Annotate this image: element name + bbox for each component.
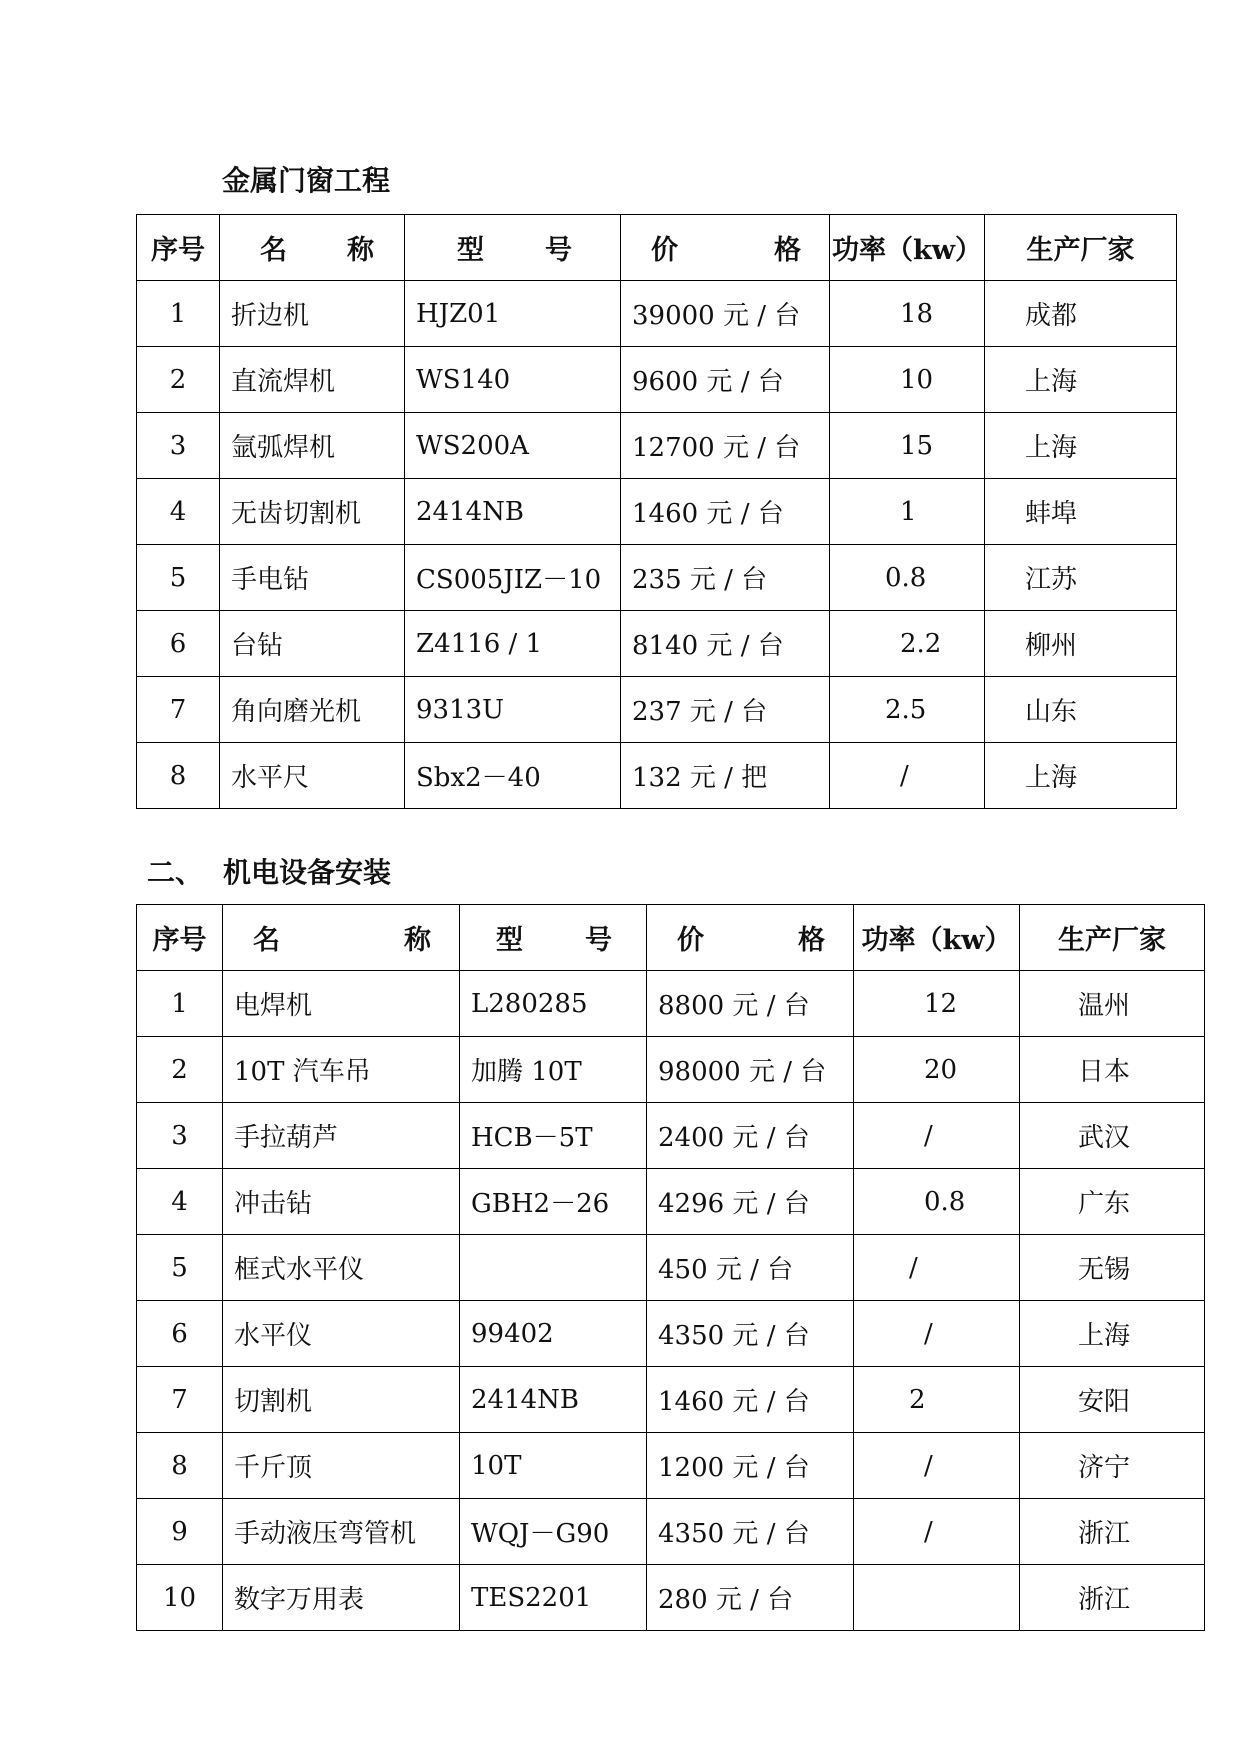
header-model — [460, 905, 647, 971]
cell-power: 1 — [830, 479, 985, 545]
header-power: 功率（kw） — [854, 905, 1020, 971]
cell-seq: 10 — [137, 1565, 223, 1631]
cell-price: 4350 元 / 台 — [647, 1301, 854, 1367]
cell-maker: 日本 — [1020, 1037, 1205, 1103]
cell-maker: 浙江 — [1020, 1565, 1205, 1631]
cell-name: 框式水平仪 — [223, 1235, 460, 1301]
cell-power: 15 — [830, 413, 985, 479]
cell-power: 0.8 — [830, 545, 985, 611]
cell-power — [854, 1565, 1020, 1631]
table-row — [137, 1367, 1205, 1433]
header-name-char-1: 名 — [260, 235, 287, 266]
table-row — [137, 1499, 1205, 1565]
header-model-char-1: 型 — [496, 925, 523, 956]
cell-name: 氩弧焊机 — [220, 413, 405, 479]
cell-model: GBH2－26 — [460, 1169, 647, 1235]
cell-price: 8800 元 / 台 — [647, 971, 854, 1037]
cell-model: WS200A — [405, 413, 621, 479]
cell-model: L280285 — [460, 971, 647, 1037]
cell-model: 加腾 10T — [460, 1037, 647, 1103]
cell-model: Z4116 / 1 — [405, 611, 621, 677]
header-price — [621, 215, 830, 281]
cell-seq: 2 — [137, 347, 220, 413]
table-row — [137, 1103, 1205, 1169]
cell-name: 数字万用表 — [223, 1565, 460, 1631]
header-name — [220, 215, 405, 281]
cell-power: / — [854, 1235, 1020, 1301]
cell-seq: 7 — [137, 1367, 223, 1433]
cell-name: 冲击钻 — [223, 1169, 460, 1235]
cell-power: 20 — [854, 1037, 1020, 1103]
header-model — [405, 215, 621, 281]
cell-seq: 2 — [137, 1037, 223, 1103]
cell-model: HJZ01 — [405, 281, 621, 347]
table-row — [137, 971, 1205, 1037]
cell-model: CS005JIZ－10 — [405, 545, 621, 611]
cell-price: 1460 元 / 台 — [647, 1367, 854, 1433]
cell-name: 角向磨光机 — [220, 677, 405, 743]
cell-price: 237 元 / 台 — [621, 677, 830, 743]
cell-name: 折边机 — [220, 281, 405, 347]
cell-maker: 温州 — [1020, 971, 1205, 1037]
cell-name: 水平尺 — [220, 743, 405, 809]
cell-name: 水平仪 — [223, 1301, 460, 1367]
cell-name: 10T 汽车吊 — [223, 1037, 460, 1103]
table-row — [137, 743, 1177, 809]
table-row — [137, 281, 1177, 347]
table-row — [137, 1301, 1205, 1367]
cell-power: 2.2 — [830, 611, 985, 677]
cell-power: / — [854, 1301, 1020, 1367]
header-maker: 生产厂家 — [1020, 905, 1205, 971]
table-row — [137, 1565, 1205, 1631]
cell-seq: 8 — [137, 743, 220, 809]
cell-model: Sbx2－40 — [405, 743, 621, 809]
cell-seq: 4 — [137, 479, 220, 545]
cell-maker: 成都 — [985, 281, 1177, 347]
cell-power: 2.5 — [830, 677, 985, 743]
cell-price: 1200 元 / 台 — [647, 1433, 854, 1499]
header-name-char-2: 称 — [404, 925, 431, 956]
cell-maker: 山东 — [985, 677, 1177, 743]
cell-seq: 4 — [137, 1169, 223, 1235]
cell-model: 10T — [460, 1433, 647, 1499]
cell-name: 千斤顶 — [223, 1433, 460, 1499]
section-2-number: 二、 — [147, 856, 204, 889]
cell-model: 2414NB — [405, 479, 621, 545]
cell-price: 39000 元 / 台 — [621, 281, 830, 347]
cell-name: 台钻 — [220, 611, 405, 677]
cell-power: / — [854, 1103, 1020, 1169]
cell-seq: 9 — [137, 1499, 223, 1565]
header-name-char-2: 称 — [347, 235, 374, 266]
metal-doors-windows-equipment-table — [136, 214, 1177, 809]
cell-price: 98000 元 / 台 — [647, 1037, 854, 1103]
header-price — [647, 905, 854, 971]
cell-maker: 上海 — [985, 743, 1177, 809]
cell-seq: 5 — [137, 1235, 223, 1301]
cell-maker: 江苏 — [985, 545, 1177, 611]
header-price-char-1: 价 — [677, 925, 704, 956]
cell-maker: 浙江 — [1020, 1499, 1205, 1565]
section-2-title — [147, 856, 392, 889]
table-header-row — [137, 215, 1177, 281]
cell-seq: 5 — [137, 545, 220, 611]
cell-power: 0.8 — [854, 1169, 1020, 1235]
cell-name: 手电钻 — [220, 545, 405, 611]
header-seq: 序号 — [137, 905, 223, 971]
cell-model: 9313U — [405, 677, 621, 743]
header-power: 功率（kw） — [830, 215, 985, 281]
header-name-char-1: 名 — [253, 925, 280, 956]
cell-seq: 7 — [137, 677, 220, 743]
cell-power: 2 — [854, 1367, 1020, 1433]
header-model-char-1: 型 — [457, 235, 484, 266]
cell-model: HCB－5T — [460, 1103, 647, 1169]
cell-power: 12 — [854, 971, 1020, 1037]
cell-power: 10 — [830, 347, 985, 413]
table-row — [137, 611, 1177, 677]
cell-price: 4296 元 / 台 — [647, 1169, 854, 1235]
cell-seq: 3 — [137, 413, 220, 479]
cell-seq: 6 — [137, 611, 220, 677]
cell-maker: 上海 — [985, 347, 1177, 413]
cell-name: 直流焊机 — [220, 347, 405, 413]
header-model-char-2: 号 — [545, 235, 572, 266]
cell-maker: 无锡 — [1020, 1235, 1205, 1301]
cell-price: 235 元 / 台 — [621, 545, 830, 611]
electromechanical-equipment-table — [136, 904, 1205, 1631]
header-price-char-2: 格 — [774, 235, 801, 266]
table-row — [137, 545, 1177, 611]
cell-price: 132 元 / 把 — [621, 743, 830, 809]
cell-seq: 6 — [137, 1301, 223, 1367]
cell-model: WS140 — [405, 347, 621, 413]
cell-name: 无齿切割机 — [220, 479, 405, 545]
cell-price: 1460 元 / 台 — [621, 479, 830, 545]
table-row — [137, 347, 1177, 413]
cell-model: WQJ－G90 — [460, 1499, 647, 1565]
cell-price: 280 元 / 台 — [647, 1565, 854, 1631]
table-row — [137, 1037, 1205, 1103]
cell-seq: 8 — [137, 1433, 223, 1499]
cell-maker: 上海 — [1020, 1301, 1205, 1367]
cell-power: / — [854, 1433, 1020, 1499]
cell-price: 9600 元 / 台 — [621, 347, 830, 413]
cell-name: 电焊机 — [223, 971, 460, 1037]
cell-maker: 上海 — [985, 413, 1177, 479]
cell-price: 450 元 / 台 — [647, 1235, 854, 1301]
cell-power: 18 — [830, 281, 985, 347]
cell-maker: 武汉 — [1020, 1103, 1205, 1169]
cell-price: 12700 元 / 台 — [621, 413, 830, 479]
cell-name: 切割机 — [223, 1367, 460, 1433]
cell-model: TES2201 — [460, 1565, 647, 1631]
cell-model: 2414NB — [460, 1367, 647, 1433]
table-row — [137, 677, 1177, 743]
header-price-char-2: 格 — [798, 925, 825, 956]
section-1-title: 金属门窗工程 — [222, 164, 391, 197]
cell-name: 手拉葫芦 — [223, 1103, 460, 1169]
table-row — [137, 479, 1177, 545]
cell-power: / — [830, 743, 985, 809]
cell-price: 2400 元 / 台 — [647, 1103, 854, 1169]
header-price-char-1: 价 — [651, 235, 678, 266]
cell-maker: 柳州 — [985, 611, 1177, 677]
cell-price: 4350 元 / 台 — [647, 1499, 854, 1565]
cell-seq: 3 — [137, 1103, 223, 1169]
header-seq: 序号 — [137, 215, 220, 281]
cell-model: 99402 — [460, 1301, 647, 1367]
table-row — [137, 1235, 1205, 1301]
header-model-char-2: 号 — [585, 925, 612, 956]
table-header-row — [137, 905, 1205, 971]
cell-maker: 蚌埠 — [985, 479, 1177, 545]
cell-name: 手动液压弯管机 — [223, 1499, 460, 1565]
cell-seq: 1 — [137, 281, 220, 347]
cell-power: / — [854, 1499, 1020, 1565]
cell-price: 8140 元 / 台 — [621, 611, 830, 677]
cell-maker: 广东 — [1020, 1169, 1205, 1235]
cell-maker: 安阳 — [1020, 1367, 1205, 1433]
table-row — [137, 1169, 1205, 1235]
table-row — [137, 413, 1177, 479]
cell-maker: 济宁 — [1020, 1433, 1205, 1499]
header-name — [223, 905, 460, 971]
cell-model — [460, 1235, 647, 1301]
header-maker: 生产厂家 — [985, 215, 1177, 281]
section-2-title-text: 机电设备安装 — [223, 856, 392, 889]
cell-seq: 1 — [137, 971, 223, 1037]
table-row — [137, 1433, 1205, 1499]
